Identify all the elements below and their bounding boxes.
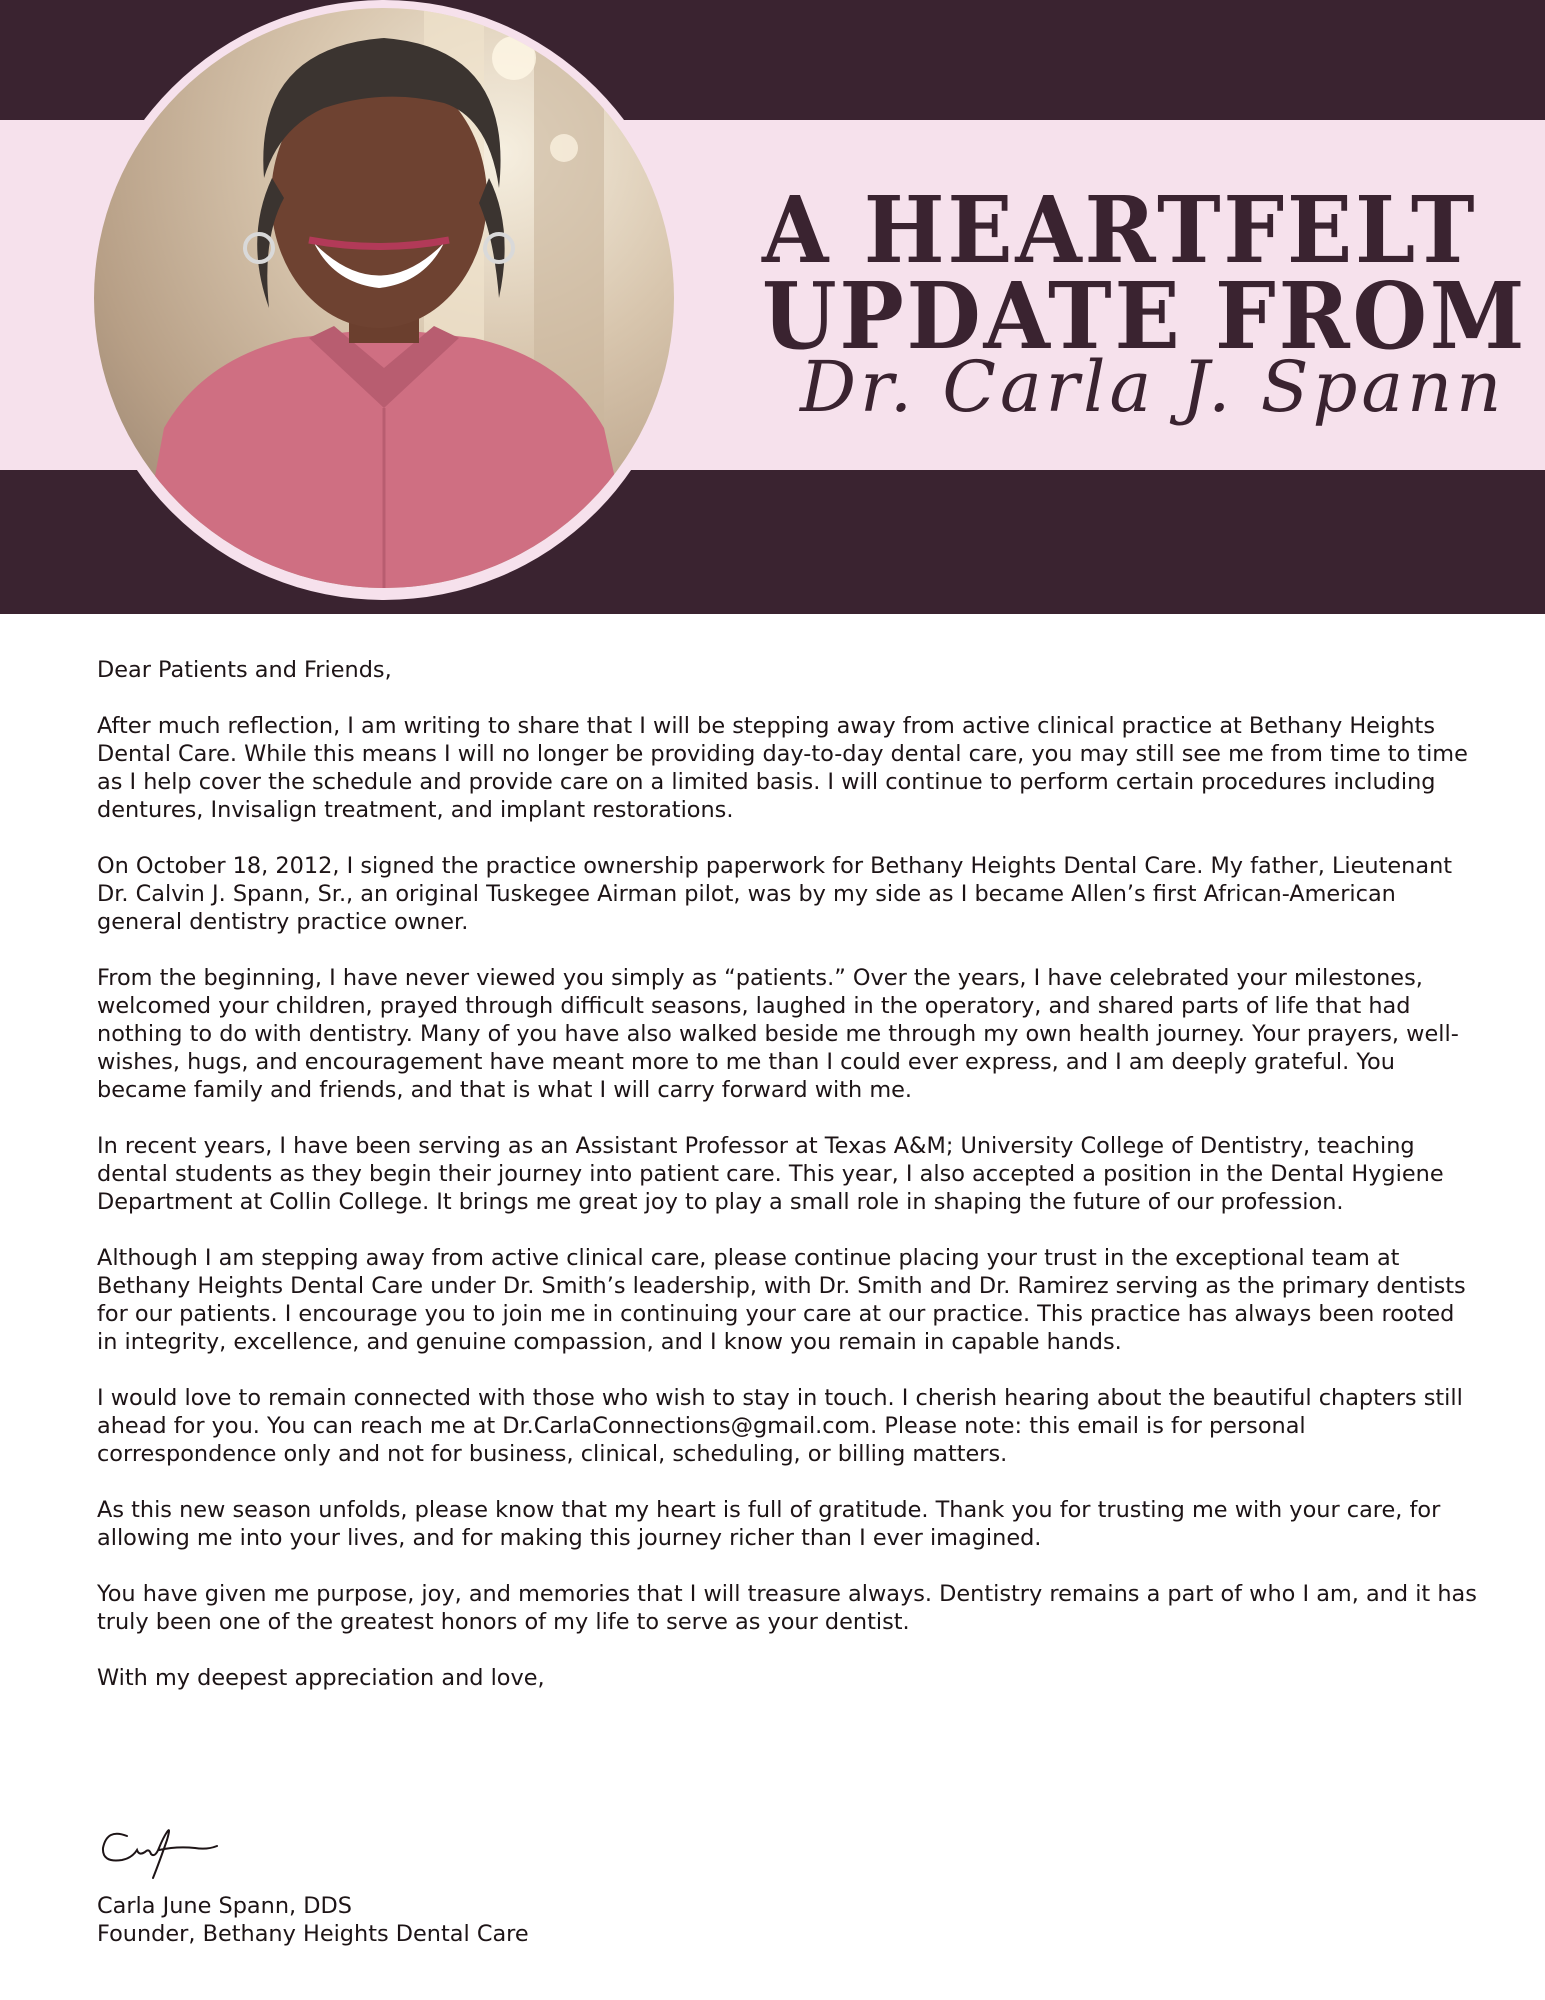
letter-paragraph: On October 18, 2012, I signed the practice ownership paperwork for Bethany Heights Dental Care. My father, Lieutenant Dr. Calvin J. Spann, Sr., an original Tuskegee Airman pilot, was by my side as I became Allen’s first African-American general dentistry practice owner.: [97, 853, 1453, 935]
letter-greeting: Dear Patients and Friends,: [97, 657, 392, 683]
letter-paragraph: After much reflection, I am writing to share that I will be stepping away from active clinical practice at Bethany Heights Dental Care. While this means I will no longer be providing day-to-day dental care, you may still see me from time to time as I help cover the schedule and provide care on a limited basis. I will continue to perform certain procedures including dentures, Invisalign treatment, and implant restorations.: [97, 713, 1468, 823]
handwritten-signature: [97, 1818, 247, 1880]
signer-role: Founder, Bethany Heights Dental Care: [97, 1921, 529, 1947]
portrait-photo: [94, 8, 674, 588]
portrait-illustration: [94, 8, 674, 588]
letter-paragraph: As this new season unfolds, please know that my heart is full of gratitude. Thank you for trusting me with your care, for allowing me into your lives, and for making this journey richer than I ever imagined.: [97, 1497, 1441, 1551]
letter-paragraph: In recent years, I have been serving as an Assistant Professor at Texas A&M; University College of Dentistry, teaching dental students as they begin their journey into patient care. This year, I also accepted a position in the Dental Hygiene Department at Collin College. It brings me great joy to play a small role in shaping the future of our profession.: [97, 1133, 1444, 1215]
letter-header: [0, 0, 1545, 614]
title-line-2: UPDATE FROM: [762, 262, 1528, 370]
letter-body: [97, 656, 1477, 1692]
letter-paragraph: You have given me purpose, joy, and memories that I will treasure always. Dentistry remains a part of who I am, and it has truly been one of the greatest honors of my life to serve as your dentist.: [97, 1581, 1477, 1635]
letter-paragraph: Although I am stepping away from active clinical care, please continue placing your trust in the exceptional team at Bethany Heights Dental Care under Dr. Smith’s leadership, with Dr. Smith and Dr. Ramirez serving as the primary dentists for our patients. I encourage you to join me in continuing your care at our practice. This practice has always been rooted in integrity, excellence, and genuine compassion, and I know you remain in capable hands.: [97, 1245, 1466, 1355]
letter-paragraph: I would love to remain connected with those who wish to stay in touch. I cherish hearing about the beautiful chapters still ahead for you. You can reach me at Dr.CarlaConnections@gmail.com. Please note: this email is for personal correspondence only and not for business, clinical, scheduling, or billing matters.: [97, 1385, 1463, 1467]
title-doctor-name: Dr. Carla J. Spann: [800, 346, 1506, 428]
letter-closing: With my deepest appreciation and love,: [97, 1665, 545, 1691]
title-line-1: A HEARTFELT: [762, 176, 1478, 284]
signer-name: Carla June Spann, DDS: [97, 1893, 352, 1919]
letter-paragraph: From the beginning, I have never viewed you simply as “patients.” Over the years, I have celebrated your milestones, welcomed your children, prayed through difficult seasons, laughed in the operatory, and shared parts of life that had nothing to do with dentistry. Many of you have also walked beside me through my own health journey. Your prayers, well-wishes, hugs, and encouragement have meant more to me than I could ever express, and I am deeply grateful. You became family and friends, and that is what I will carry forward with me.: [97, 965, 1459, 1103]
signoff-block: [97, 1892, 529, 1948]
